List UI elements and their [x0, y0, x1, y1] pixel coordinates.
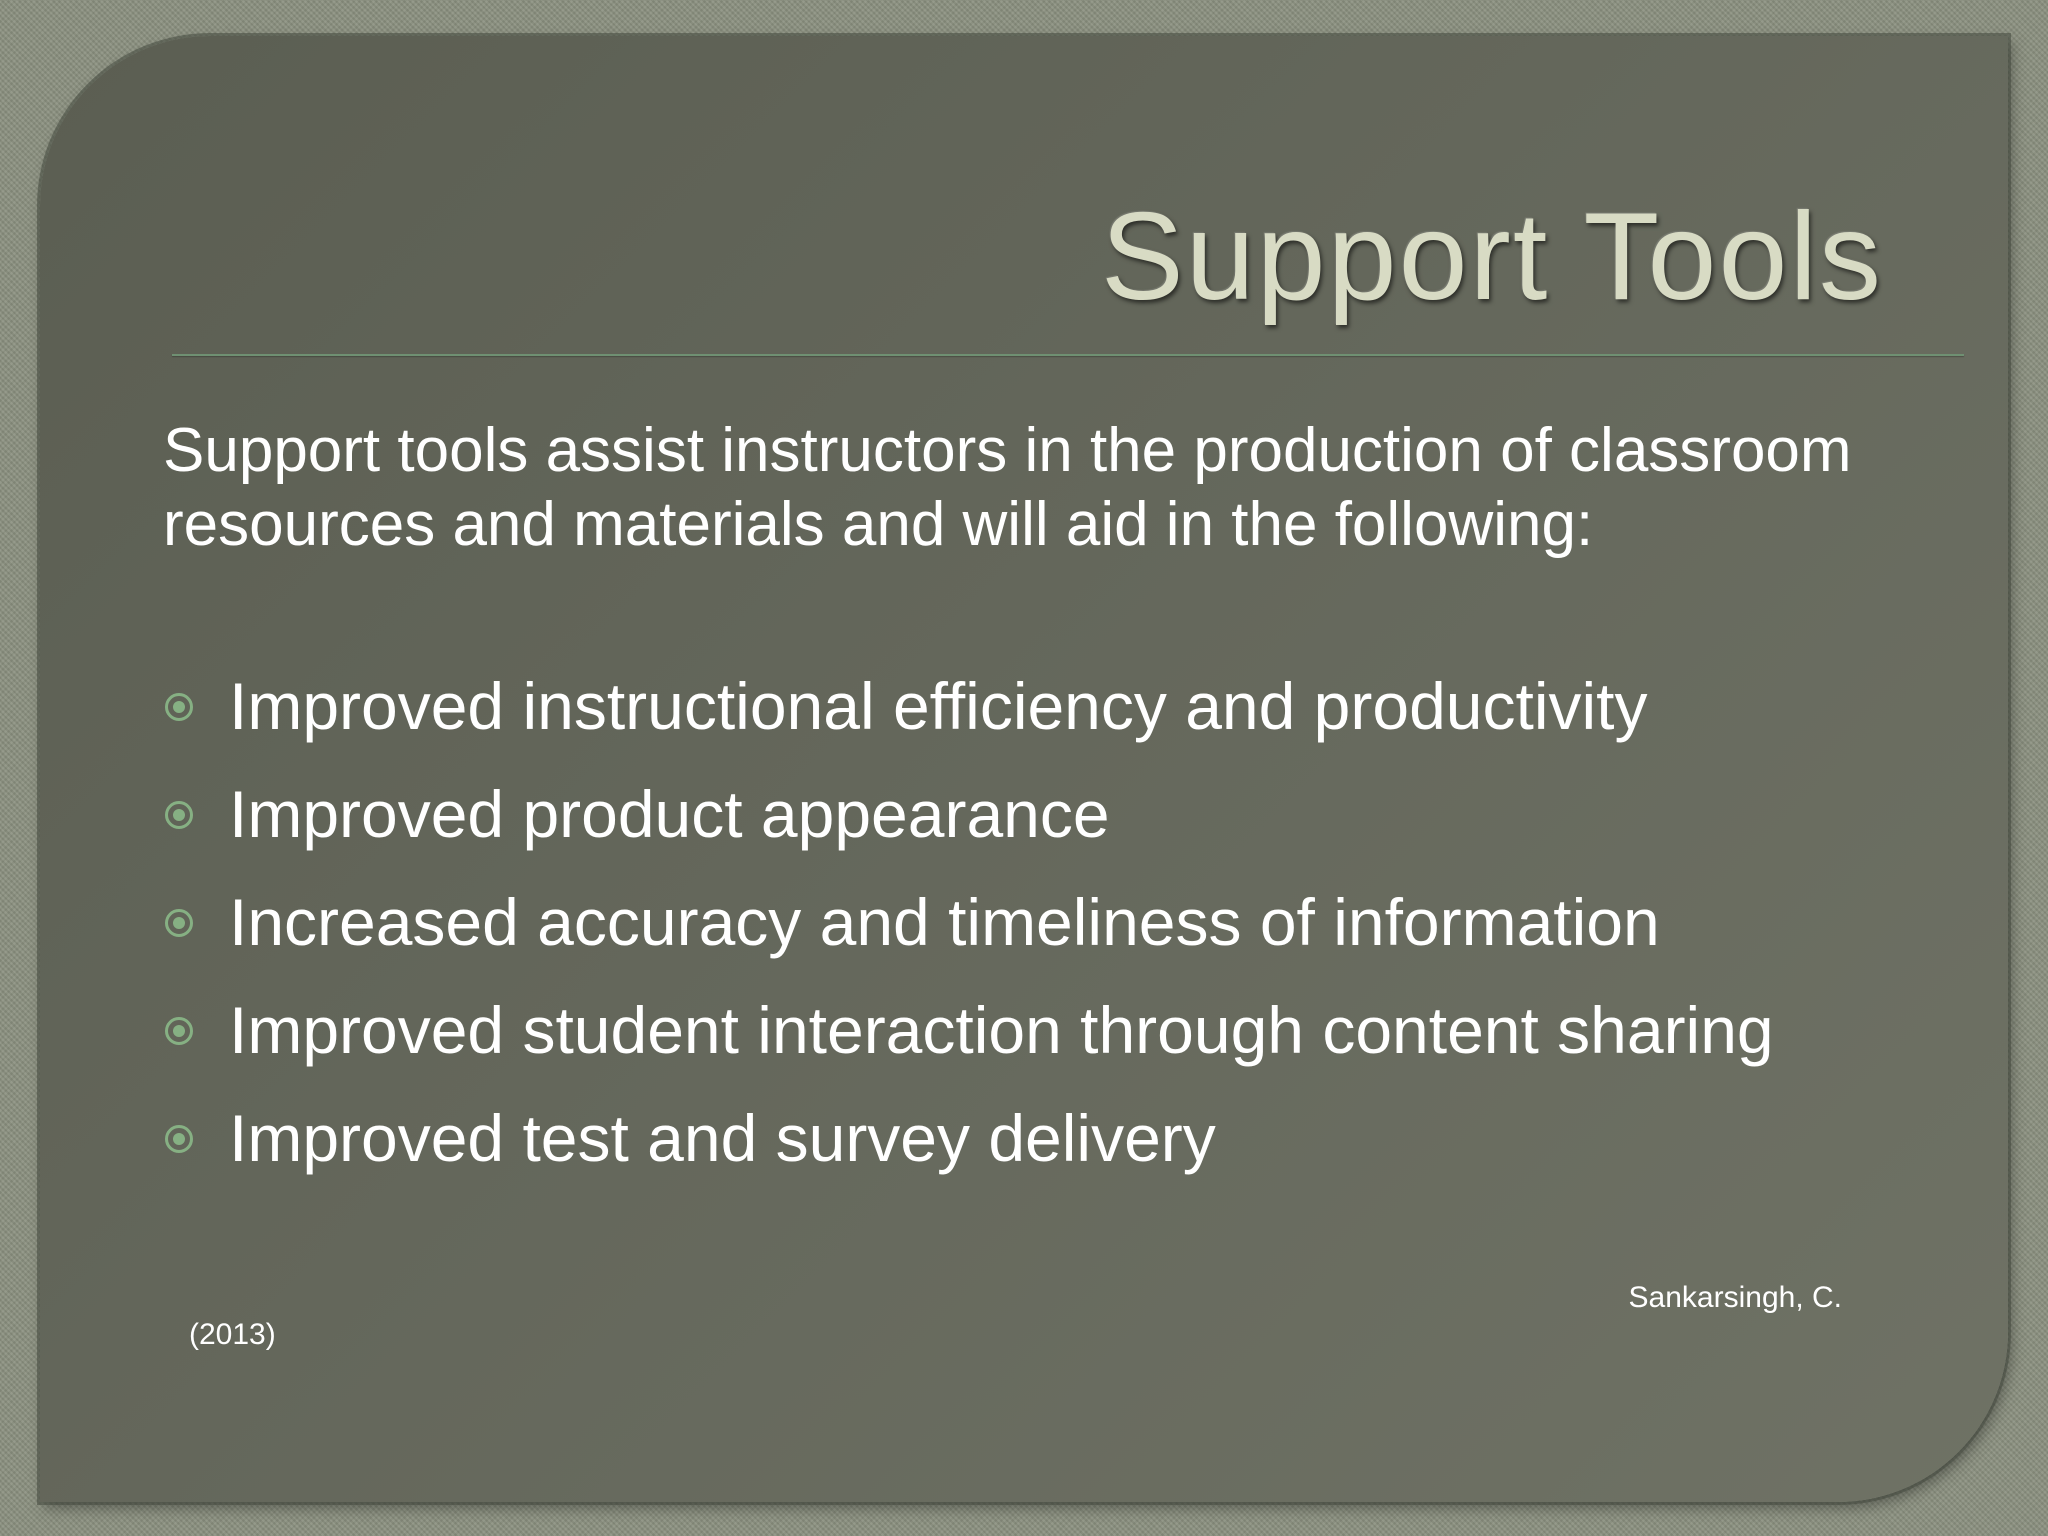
slide-title: Support Tools	[1101, 188, 1883, 326]
bullet-item	[163, 1096, 1774, 1204]
bullet-text: Increased accuracy and timeliness of information	[229, 885, 1660, 959]
circled-dot-icon	[165, 909, 193, 937]
bullet-item	[163, 772, 1774, 880]
title-divider	[172, 354, 1964, 356]
circled-dot-icon	[165, 801, 193, 829]
bullet-item	[163, 988, 1774, 1096]
intro-paragraph: Support tools assist instructors in the production of classroom resources and materials and will aid in the following:	[163, 416, 1852, 559]
bullet-item	[163, 880, 1774, 988]
circled-dot-icon	[165, 1125, 193, 1153]
bullet-text: Improved instructional efficiency and productivity	[229, 669, 1648, 743]
bullet-text: Improved product appearance	[229, 777, 1110, 851]
citation-author: Sankarsingh, C.	[1628, 1281, 1842, 1314]
bullet-text: Improved student interaction through content sharing	[229, 993, 1774, 1067]
citation-year: (2013)	[189, 1318, 276, 1351]
bullet-text: Improved test and survey delivery	[229, 1101, 1216, 1175]
bullet-list	[163, 664, 1774, 1204]
circled-dot-icon	[165, 693, 193, 721]
circled-dot-icon	[165, 1017, 193, 1045]
bullet-item	[163, 664, 1774, 772]
